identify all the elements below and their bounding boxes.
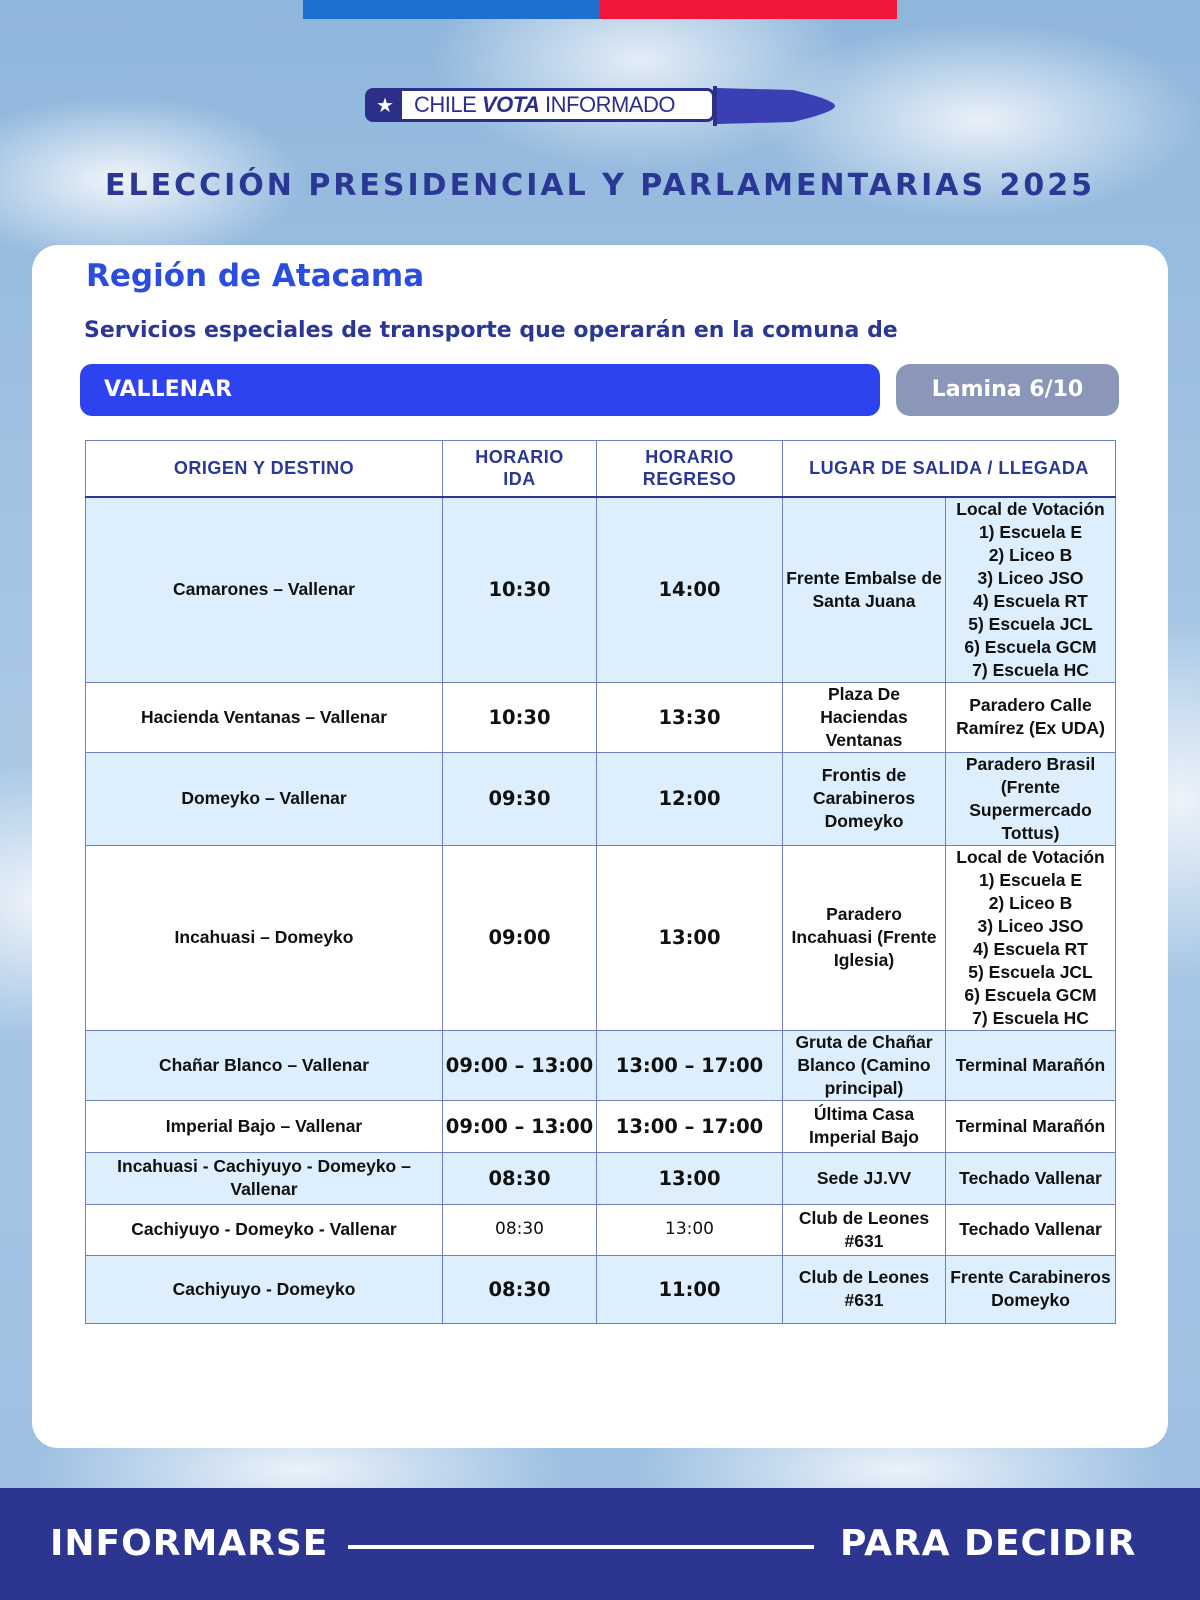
- salida-cell: Gruta de Chañar Blanco (Camino principal): [783, 1030, 946, 1100]
- regreso-cell: 13:00 – 17:00: [597, 1100, 783, 1152]
- header-ida-line-2: IDA: [503, 469, 536, 490]
- route-cell: Cachiyuyo - Domeyko - Vallenar: [86, 1204, 443, 1255]
- ida-cell: 09:00: [443, 845, 597, 1030]
- llegada-line: 2) Liceo B: [988, 544, 1073, 565]
- llegada-cell: Paradero Calle Ramírez (Ex UDA): [946, 682, 1116, 752]
- salida-cell: Club de Leones #631: [783, 1204, 946, 1255]
- table-row: [86, 682, 1116, 752]
- llegada-cell: Techado Vallenar: [946, 1204, 1116, 1255]
- table-row: [86, 845, 1116, 1030]
- region-title: Región de Atacama: [86, 258, 425, 294]
- route-cell: Domeyko – Vallenar: [86, 752, 443, 845]
- footer-slogan-left: INFORMARSE: [50, 1523, 329, 1564]
- route-cell: Incahuasi – Domeyko: [86, 845, 443, 1030]
- regreso-cell: 13:00 – 17:00: [597, 1030, 783, 1100]
- ida-cell: 09:30: [443, 752, 597, 845]
- ida-cell: 08:30: [443, 1255, 597, 1323]
- table-row: [86, 1030, 1116, 1100]
- llegada-line: 7) Escuela HC: [972, 1007, 1089, 1028]
- regreso-cell: 12:00: [597, 752, 783, 845]
- subtitle: Servicios especiales de transporte que operarán en la comuna de: [84, 318, 898, 343]
- ida-cell: 10:30: [443, 682, 597, 752]
- commune-bar: VALLENAR: [80, 364, 880, 416]
- star-icon: ★: [368, 91, 402, 119]
- table-row: [86, 1152, 1116, 1204]
- regreso-cell: 13:30: [597, 682, 783, 752]
- flag-stripe-red: [600, 0, 897, 19]
- route-cell: Hacienda Ventanas – Vallenar: [86, 682, 443, 752]
- llegada-line: 2) Liceo B: [988, 892, 1073, 913]
- ida-cell: 09:00 – 13:00: [443, 1100, 597, 1152]
- llegada-line: 1) Escuela E: [978, 521, 1083, 542]
- llegada-line: 3) Liceo JSO: [977, 567, 1084, 588]
- llegada-line: 5) Escuela JCL: [968, 613, 1093, 634]
- header-ida-line-1: HORARIO: [475, 447, 564, 468]
- logo-suffix: INFORMADO: [545, 92, 675, 117]
- header-origen-destino: ORIGEN Y DESTINO: [86, 441, 443, 497]
- lamina-badge: Lamina 6/10: [896, 364, 1119, 416]
- llegada-line: 6) Escuela GCM: [964, 984, 1097, 1005]
- llegada-cell: [946, 497, 1116, 683]
- llegada-line: 7) Escuela HC: [972, 659, 1089, 680]
- llegada-line: 3) Liceo JSO: [977, 915, 1084, 936]
- ida-cell: 09:00 – 13:00: [443, 1030, 597, 1100]
- llegada-cell: Frente Carabineros Domeyko: [946, 1255, 1116, 1323]
- logo-text: [402, 92, 675, 118]
- page-title: ELECCIÓN PRESIDENCIAL Y PARLAMENTARIAS 2025: [104, 168, 1096, 203]
- llegada-line: Local de Votación: [956, 498, 1105, 519]
- header-horario-ida: [443, 441, 597, 497]
- llegada-line: 5) Escuela JCL: [968, 961, 1093, 982]
- ida-cell: 10:30: [443, 497, 597, 683]
- logo-prefix: CHILE: [414, 92, 477, 117]
- llegada-cell: [946, 845, 1116, 1030]
- route-cell: Camarones – Vallenar: [86, 497, 443, 683]
- transport-schedule-table: [85, 440, 1116, 1324]
- regreso-cell: 11:00: [597, 1255, 783, 1323]
- regreso-cell: 13:00: [597, 1152, 783, 1204]
- route-cell: Cachiyuyo - Domeyko: [86, 1255, 443, 1323]
- pencil-icon: [713, 78, 835, 130]
- salida-cell: Frente Embalse de Santa Juana: [783, 497, 946, 683]
- regreso-cell: 14:00: [597, 497, 783, 683]
- salida-cell: Club de Leones #631: [783, 1255, 946, 1323]
- salida-cell: Sede JJ.VV: [783, 1152, 946, 1204]
- llegada-cell: Terminal Marañón: [946, 1030, 1116, 1100]
- table-row: [86, 1100, 1116, 1152]
- salida-cell: Plaza De Haciendas Ventanas: [783, 682, 946, 752]
- header-lugar: LUGAR DE SALIDA / LLEGADA: [783, 441, 1116, 497]
- logo-bold: VOTA: [481, 92, 540, 117]
- llegada-cell: Terminal Marañón: [946, 1100, 1116, 1152]
- route-cell: Imperial Bajo – Vallenar: [86, 1100, 443, 1152]
- header-regreso-line-1: HORARIO: [645, 447, 734, 468]
- table-header-row: [86, 441, 1116, 497]
- table-row: [86, 1255, 1116, 1323]
- llegada-line: 4) Escuela RT: [973, 938, 1088, 959]
- footer-slogan-right: PARA DECIDIR: [840, 1523, 1137, 1564]
- ida-cell: 08:30: [443, 1204, 597, 1255]
- header-horario-regreso: [597, 441, 783, 497]
- llegada-line: 1) Escuela E: [978, 869, 1083, 890]
- llegada-line: 6) Escuela GCM: [964, 636, 1097, 657]
- regreso-cell: 13:00: [597, 1204, 783, 1255]
- llegada-line: Local de Votación: [956, 846, 1105, 867]
- route-cell: Incahuasi - Cachiyuyo - Domeyko – Vallenar: [86, 1152, 443, 1204]
- salida-cell: Paradero Incahuasi (Frente Iglesia): [783, 845, 946, 1030]
- logo-badge: [365, 88, 715, 122]
- llegada-cell: Techado Vallenar: [946, 1152, 1116, 1204]
- chile-vota-informado-logo: [365, 78, 835, 130]
- salida-cell: Frontis de Carabineros Domeyko: [783, 752, 946, 845]
- llegada-line: 4) Escuela RT: [973, 590, 1088, 611]
- header-regreso-line-2: REGRESO: [642, 469, 737, 490]
- llegada-cell: Paradero Brasil (Frente Supermercado Tottus): [946, 752, 1116, 845]
- regreso-cell: 13:00: [597, 845, 783, 1030]
- table-row: [86, 752, 1116, 845]
- flag-stripe-blue: [303, 0, 600, 19]
- flag-stripe: [303, 0, 897, 19]
- salida-cell: Última Casa Imperial Bajo: [783, 1100, 946, 1152]
- table-row: [86, 1204, 1116, 1255]
- footer-divider: [348, 1545, 814, 1549]
- table-row: [86, 497, 1116, 683]
- ida-cell: 08:30: [443, 1152, 597, 1204]
- route-cell: Chañar Blanco – Vallenar: [86, 1030, 443, 1100]
